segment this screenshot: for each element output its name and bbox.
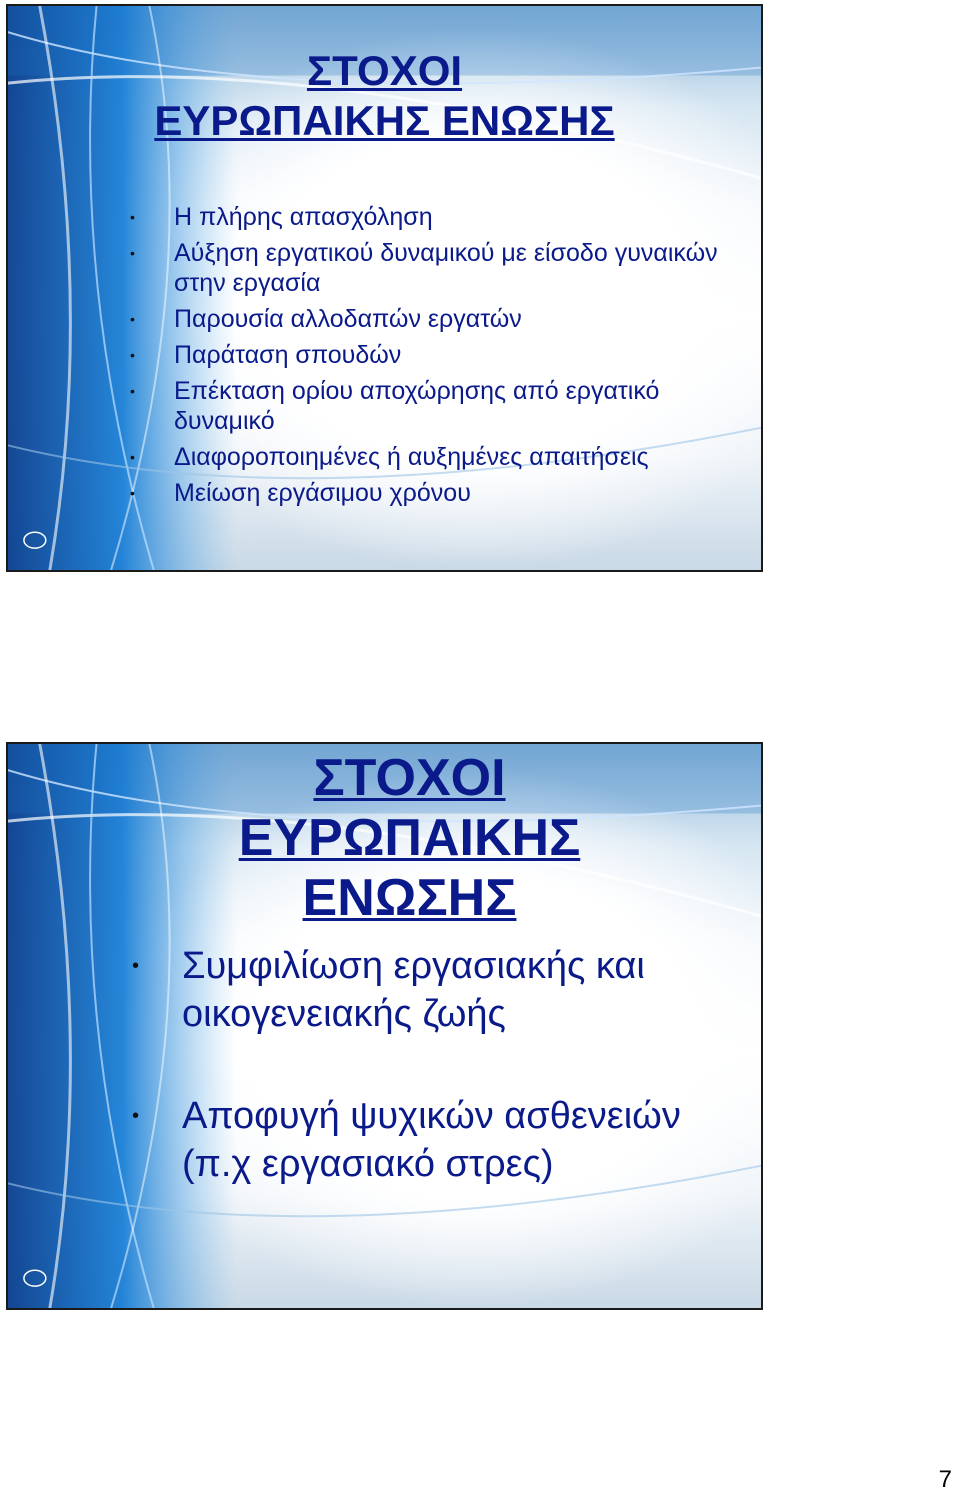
list-item: • Διαφοροποιημένες ή αυξημένες απαιτήσεις: [130, 443, 649, 471]
slide-1-title-line-1: ΣΤΟΧΟΙ: [306, 47, 463, 94]
bullet-icon: •: [130, 485, 135, 501]
slide-1: [6, 4, 763, 572]
slide-1-bullet-list: [130, 202, 763, 514]
list-item: • Αύξηση εργατικού δυναμικού με είσοδο γυναικών στην εργασία: [130, 239, 718, 297]
bullet-icon: •: [130, 209, 135, 225]
bullet-icon: •: [132, 955, 140, 977]
slide-1-title-line-2: ΕΥΡΩΠΑΙΚΗΣ ΕΝΩΣΗΣ: [154, 97, 615, 144]
list-item: • Συμφιλίωση εργασιακής και οικογενειακής ζωής: [182, 942, 757, 1038]
list-item: • Η πλήρης απασχόληση: [130, 203, 433, 231]
list-item: • Επέκταση ορίου αποχώρησης από εργατικό δυναμικό: [130, 377, 660, 435]
page-number: 7: [938, 1466, 952, 1493]
list-item: • Αποφυγή ψυχικών ασθενειών (π.χ εργασιακό στρες): [182, 1092, 757, 1188]
slide-1-title: [8, 46, 761, 146]
list-item: • Παρουσία αλλοδαπών εργατών: [130, 305, 522, 333]
bullet-icon: •: [132, 1105, 140, 1127]
bullet-icon: •: [130, 383, 135, 399]
bullet-icon: •: [130, 449, 135, 465]
slide-2: [6, 742, 763, 1310]
list-item: • Μείωση εργάσιμου χρόνου: [130, 479, 471, 507]
slide-2-title: [8, 748, 761, 928]
slide-2-title-line-1: ΣΤΟΧΟΙ: [313, 749, 506, 807]
slide-2-title-line-3: ΕΝΩΣΗΣ: [302, 869, 517, 927]
list-item: • Παράταση σπουδών: [130, 341, 402, 369]
slide-2-bullet-list: [132, 942, 757, 1242]
bullet-icon: •: [130, 347, 135, 363]
bullet-icon: •: [130, 245, 135, 261]
bullet-icon: •: [130, 311, 135, 327]
slide-2-title-line-2: ΕΥΡΩΠΑΙΚΗΣ: [238, 809, 581, 867]
